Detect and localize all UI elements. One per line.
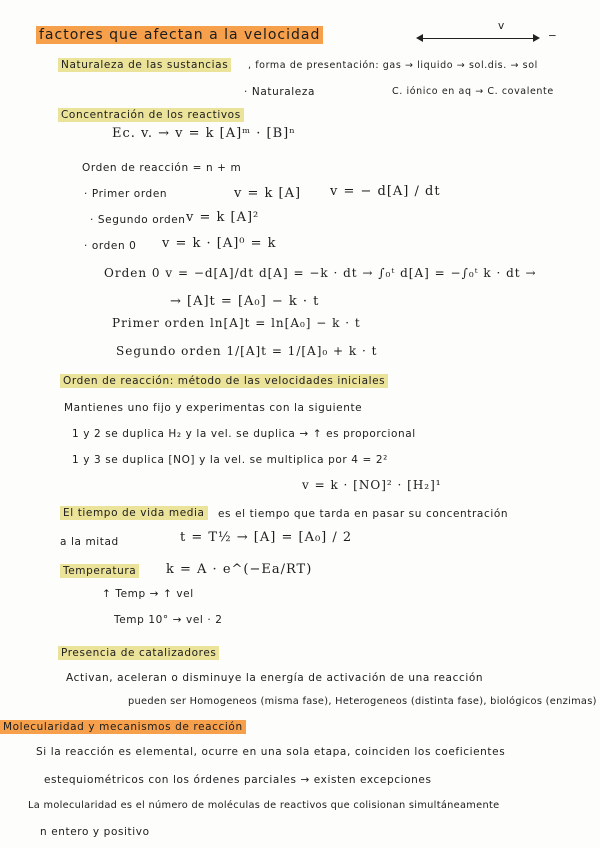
rate-law-equation: Ec. v. → v = k [A]ᵐ · [B]ⁿ	[112, 126, 296, 141]
segundo-orden-label: · Segundo orden	[90, 214, 186, 226]
metodo-l2: 1 y 2 se duplica H₂ y la vel. se duplica → ↑ es proporcional	[72, 428, 416, 440]
temp-l2: Temp 10° → vel · 2	[114, 614, 223, 626]
heading-concentracion: Concentración de los reactivos	[58, 108, 244, 122]
integrated-segundo-orden: Segundo orden 1/[A]t = 1/[A]₀ + k · t	[116, 344, 378, 358]
metodo-l3: 1 y 3 se duplica [NO] y la vel. se multiplica por 4 = 2²	[72, 454, 388, 466]
heading-molecularidad: Molecularidad y mecanismos de reacción	[0, 720, 246, 734]
integrated-primer-orden: Primer orden ln[A]t = ln[A₀] − k · t	[112, 316, 361, 330]
half-life-eq: t = T½ → [A] = [A₀] / 2	[180, 530, 353, 545]
molecularidad-l2: estequiométricos con los órdenes parciales → existen excepciones	[44, 774, 432, 786]
arrhenius-eq: k = A · e^(−Ea/RT)	[166, 562, 313, 577]
orden-cero-label: · orden 0	[84, 240, 137, 252]
rate-law-result: v = k · [NO]² · [H₂]¹	[302, 478, 442, 492]
metodo-l1: Mantienes uno fijo y experimentas con la siguiente	[64, 402, 363, 414]
page-title: factores que afectan a la velocidad	[36, 26, 323, 44]
heading-naturaleza: Naturaleza de las sustancias	[58, 58, 231, 72]
integration-orden-cero: Orden 0 v = −d[A]/dt d[A] = −k · dt → ∫₀ᵗ d[A] = −∫₀ᵗ k · dt →	[104, 266, 537, 280]
molecularidad-l1: Si la reacción es elemental, ocurre en una sola etapa, coinciden los coeficientes	[36, 746, 506, 758]
primer-orden-label: · Primer orden	[84, 188, 168, 200]
molecularidad-l4: n entero y positivo	[40, 826, 150, 838]
naturaleza-label: · Naturaleza	[244, 86, 316, 98]
molecularidad-l3: La molecularidad es el número de moléculas de reactivos que colisionan simultáneamente	[28, 800, 500, 811]
heading-temperatura: Temperatura	[60, 564, 139, 578]
heading-catalizadores: Presencia de catalizadores	[58, 646, 219, 660]
temp-l1: ↑ Temp → ↑ vel	[102, 588, 194, 600]
catalizadores-l2: pueden ser Homogeneos (misma fase), Heterogeneos (distinta fase), biológicos (enzimas)	[128, 696, 597, 707]
heading-vida-media: El tiempo de vida media	[60, 506, 208, 520]
axis-v-label: v	[498, 20, 505, 32]
integrated-orden-cero: → [A]t = [A₀] − k · t	[170, 294, 320, 309]
primer-orden-eq: v = k [A]	[234, 186, 302, 201]
orden-reaccion: Orden de reacción = n + m	[82, 162, 242, 174]
enlaces-text: C. iónico en aq → C. covalente	[392, 86, 554, 97]
heading-orden-reaccion: Orden de reacción: método de las velocidades iniciales	[60, 374, 388, 388]
segundo-orden-eq: v = k [A]²	[186, 210, 260, 225]
vida-media-text2: a la mitad	[60, 536, 119, 548]
forma-presentacion: , forma de presentación: gas → liquido → sol.dis. → sol	[248, 60, 538, 71]
axis-minus: −	[548, 30, 558, 42]
catalizadores-l1: Activan, aceleran o disminuye la energía de activación de una reacción	[66, 672, 484, 684]
vida-media-text: es el tiempo que tarda en pasar su concentración	[218, 508, 509, 520]
orden-cero-eq: v = k · [A]⁰ = k	[162, 236, 277, 251]
velocity-axis-arrow	[418, 38, 538, 39]
rate-derivative-eq: v = − d[A] / dt	[330, 184, 441, 199]
